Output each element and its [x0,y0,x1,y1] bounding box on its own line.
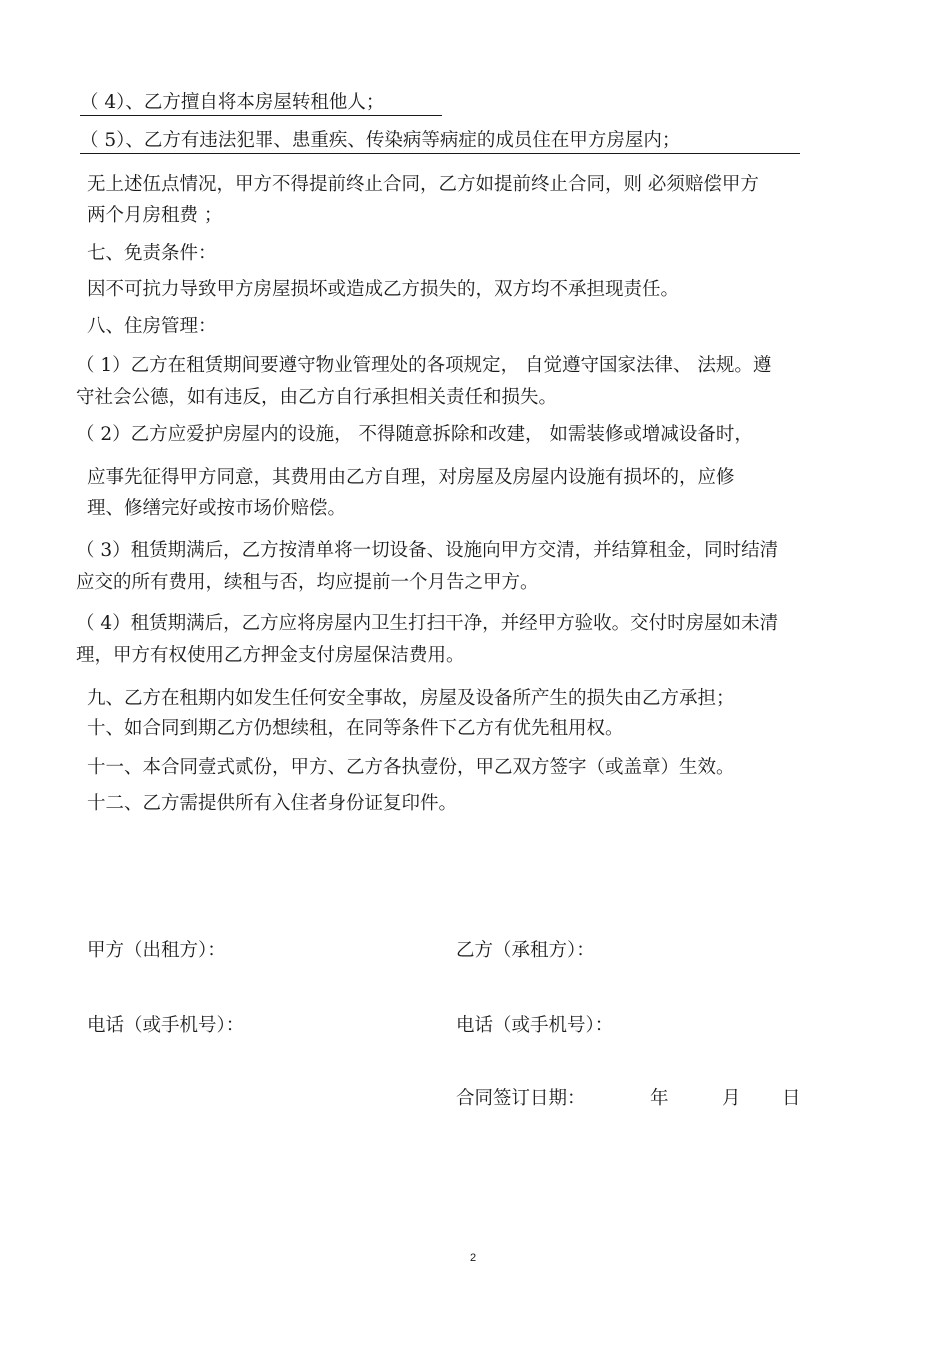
terminate-item-5: （ 5）、乙方有违法犯罪、患重疾、传染病等病症的成员住在甲方房屋内； [80,130,800,154]
section7-text: 因不可抗力导致甲方房屋损坏或造成乙方损失的，双方均不承担现责任。 [87,279,680,300]
section8-heading: 八、住房管理： [87,316,217,337]
section8-item2-line-3: 理、修缮完好或按市场价赔偿。 [87,498,347,519]
page-number: 2 [470,1252,477,1264]
section8-item4-line-1: （ 4）租赁期满后，乙方应将房屋内卫生打扫干净，并经甲方验收。交付时房屋如未清 [76,613,779,634]
section8-item2-line-2: 应事先征得甲方同意，其费用由乙方自理，对房屋及房屋内设施有损坏的，应修 [87,467,735,488]
section12: 十二、乙方需提供所有入住者身份证复印件。 [87,793,458,814]
sign-date-year: 年 [650,1088,669,1109]
early-termination-line-2: 两个月房租费 ； [87,205,223,226]
section9: 九、乙方在租期内如发生任何安全事故，房屋及设备所产生的损失由乙方承担； [87,688,735,709]
section8-item2-line-1: （ 2）乙方应爱护房屋内的设施， 不得随意拆除和改建， 如需装修或增减设备时， [76,424,753,445]
early-termination-line-1: 无上述伍点情况，甲方不得提前终止合同，乙方如提前终止合同，则 必须赔偿甲方 [87,174,759,195]
sign-date-month: 月 [722,1088,741,1109]
section8-item3-line-2: 应交的所有费用，续租与否，均应提前一个月告之甲方。 [76,572,539,593]
phone-a-label: 电话（或手机号）： [87,1015,245,1036]
section11: 十一、本合同壹式贰份，甲方、乙方各执壹份，甲乙双方签字（或盖章）生效。 [87,757,735,778]
section10: 十、如合同到期乙方仍想续租，在同等条件下乙方有优先租用权。 [87,718,624,739]
section8-item3-line-1: （ 3）租赁期满后，乙方按清单将一切设备、设施向甲方交清，并结算租金，同时结清 [76,540,779,561]
section8-item1-line-2: 守社会公德，如有违反，由乙方自行承担相关责任和损失。 [76,387,558,408]
sign-date-label: 合同签订日期： [456,1088,586,1109]
section7-heading: 七、免责条件： [87,243,217,264]
section8-item4-line-2: 理，甲方有权使用乙方押金支付房屋保洁费用。 [76,645,465,666]
phone-b-label: 电话（或手机号）： [456,1015,614,1036]
section8-item1-line-1: （ 1）乙方在租赁期间要遵守物业管理处的各项规定， 自觉遵守国家法律、 法规。遵 [76,355,772,376]
terminate-item-4: （ 4）、乙方擅自将本房屋转租他人； [80,92,442,116]
party-a-label: 甲方（出租方）： [87,940,226,961]
party-b-label: 乙方（承租方）： [456,940,595,961]
sign-date-day: 日 [782,1088,801,1109]
